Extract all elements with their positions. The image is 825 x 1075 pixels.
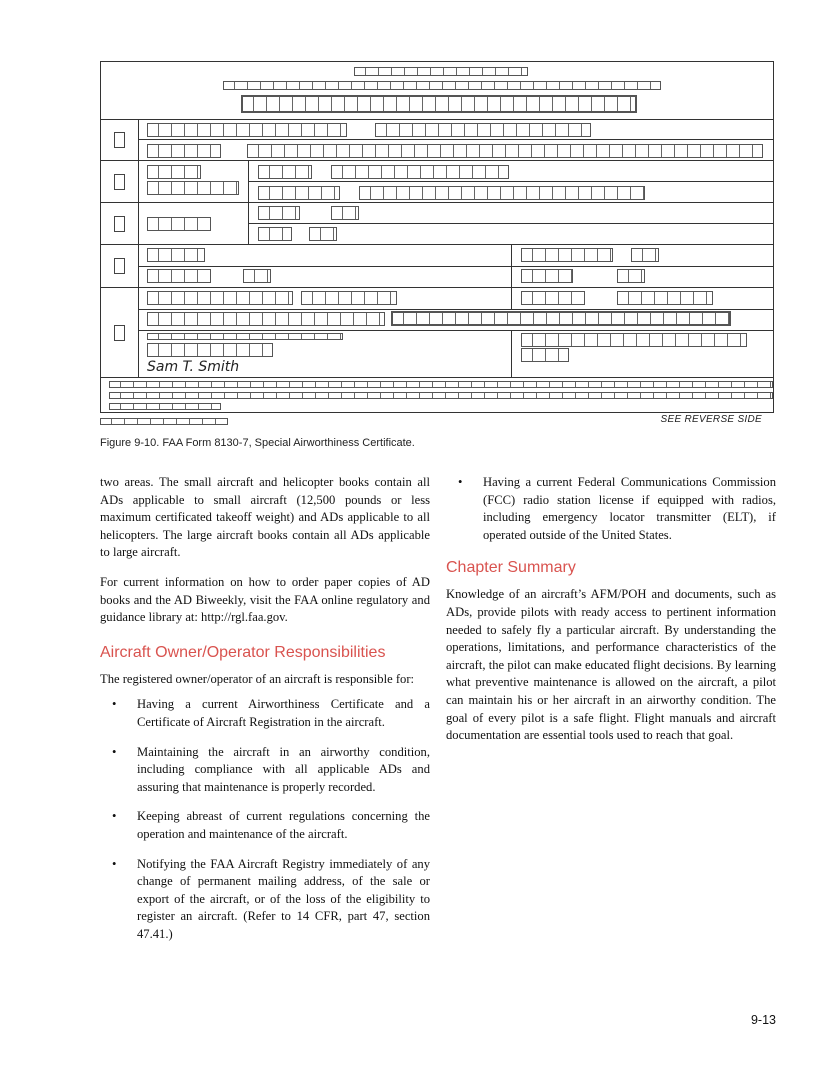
section-d-label-1-glyphs (147, 248, 205, 262)
section-d-label-3-glyphs (521, 248, 613, 262)
section-c-value-1-glyphs (331, 206, 359, 220)
section-b-row (101, 161, 773, 203)
list-item: • Keeping abreast of current regulations concerning the operation and maintenance of the aircraft. (100, 808, 430, 843)
paragraph-responsibilities-intro: The registered owner/operator of an aircraft is responsible for: (100, 671, 415, 686)
section-e-value-1-glyphs (301, 291, 397, 305)
form-number-glyphs (100, 418, 228, 425)
section-d-value-3-glyphs (631, 248, 659, 262)
section-d-label-4-glyphs (521, 269, 573, 283)
list-item: • Notifying the FAA Aircraft Registry immediately of any change of permanent mailing address, of the sale or export of the aircraft, or of the loss of the eligibility to register an aircraft. (Refer to 14 CFR, part 47, section 47.41.) (100, 856, 430, 944)
signature-caption-glyphs (147, 333, 343, 340)
paragraph-ad-books: two areas. The small aircraft and helicopter books contain all ADs applicable to small aircraft (12,500 pounds or less maximum certificated takeoff weight) and ADs applicable to all helicopters. The large aircraft books contain all ADs applicable to large aircraft. (100, 475, 430, 560)
paragraph-current-information: For current information on how to order paper copies of AD books and the AD Biweekly, visit the FAA online regulatory and guidance library at: http://rgl.faa.gov. (100, 574, 430, 625)
section-b-marker (101, 161, 139, 202)
section-c-field-2-glyphs (258, 227, 292, 241)
section-e-label-2-glyphs (521, 291, 585, 305)
section-d-value-4-glyphs (617, 269, 645, 283)
section-a-value-glyphs (375, 123, 591, 137)
header-line-2-glyphs (223, 81, 661, 90)
page-number: 9-13 (750, 1013, 776, 1027)
section-a-marker (101, 119, 139, 160)
section-e-label-3-glyphs (147, 312, 385, 326)
list-item: • Having a current Federal Communications Commission (FCC) radio station license if equipped with radios, including emergency locator transmitter (ELT), if operated outside of the United States. (446, 474, 776, 544)
list-item: • Maintaining the aircraft in an airworthy condition, including compliance with all applicable ADs and assuring that maintenance is properly recorded. (100, 744, 430, 797)
section-d-row (101, 245, 773, 288)
right-column (446, 474, 776, 757)
see-reverse-side-note: SEE REVERSE SIDE (660, 414, 762, 425)
responsibilities-list-continued (446, 474, 776, 544)
responsibilities-list (100, 696, 430, 943)
section-c-field-1-glyphs (258, 206, 300, 220)
section-b-value-1-glyphs (331, 165, 509, 179)
fine-print-line-3 (109, 403, 221, 410)
section-a-label-2-glyphs (147, 144, 221, 158)
section-e-label-1-glyphs (147, 291, 293, 305)
section-b-label-2-glyphs (147, 181, 239, 195)
signature-label-glyphs (147, 343, 273, 357)
special-airworthiness-certificate-figure (100, 61, 774, 413)
certificate-header (101, 62, 773, 120)
section-a-label-glyphs (147, 123, 347, 137)
left-column (100, 474, 430, 955)
section-a-value-2-glyphs (247, 144, 763, 158)
inspector-signature: Sam T. Smith (147, 359, 240, 375)
section-a-row (101, 119, 773, 161)
section-b-field-1-glyphs (258, 165, 312, 179)
section-c-marker (101, 203, 139, 244)
header-line-1-glyphs (354, 67, 528, 76)
section-d-value-2-glyphs (243, 269, 271, 283)
fine-print-line-2 (109, 392, 773, 399)
section-c-value-2-glyphs (309, 227, 337, 241)
section-e-value-2-glyphs (617, 291, 713, 305)
heading-owner-responsibilities: Aircraft Owner/Operator Responsibilities (100, 643, 386, 661)
section-e-value-4-glyphs (521, 348, 569, 362)
paragraph-chapter-summary: Knowledge of an aircraft’s AFM/POH and documents, such as ADs, provide pilots with ready access to pertinent information needed to safely fly a particular aircraft. By understanding the operations, limitations, and performance characteristics of the aircraft, the pilot can make educated flight decisions. By learning what preventive maintenance is allowed on the aircraft, a pilot can maintain his or her aircraft in an airworthy condition. The goal of every pilot is a safe flight. Flight manuals and aircraft documentation are essential tools used to reach that goal. (446, 587, 776, 743)
section-d-marker (101, 245, 139, 287)
section-e-marker (101, 288, 139, 377)
list-item: • Having a current Airworthiness Certificate and a Certificate of Aircraft Registration in the aircraft. (100, 696, 430, 731)
section-c-row (101, 203, 773, 245)
section-b-value-2-glyphs (359, 186, 645, 200)
fine-print-line-1 (109, 381, 773, 388)
section-e-value-3-glyphs (391, 311, 731, 326)
section-c-label-glyphs (147, 217, 211, 231)
certificate-title-glyphs (241, 95, 637, 113)
section-b-label-glyphs (147, 165, 201, 179)
section-d-label-2-glyphs (147, 269, 211, 283)
section-e-label-4-glyphs (521, 333, 747, 347)
figure-caption: Figure 9-10. FAA Form 8130-7, Special Airworthiness Certificate. (100, 437, 415, 449)
section-b-field-2-glyphs (258, 186, 340, 200)
heading-chapter-summary: Chapter Summary (446, 559, 576, 577)
